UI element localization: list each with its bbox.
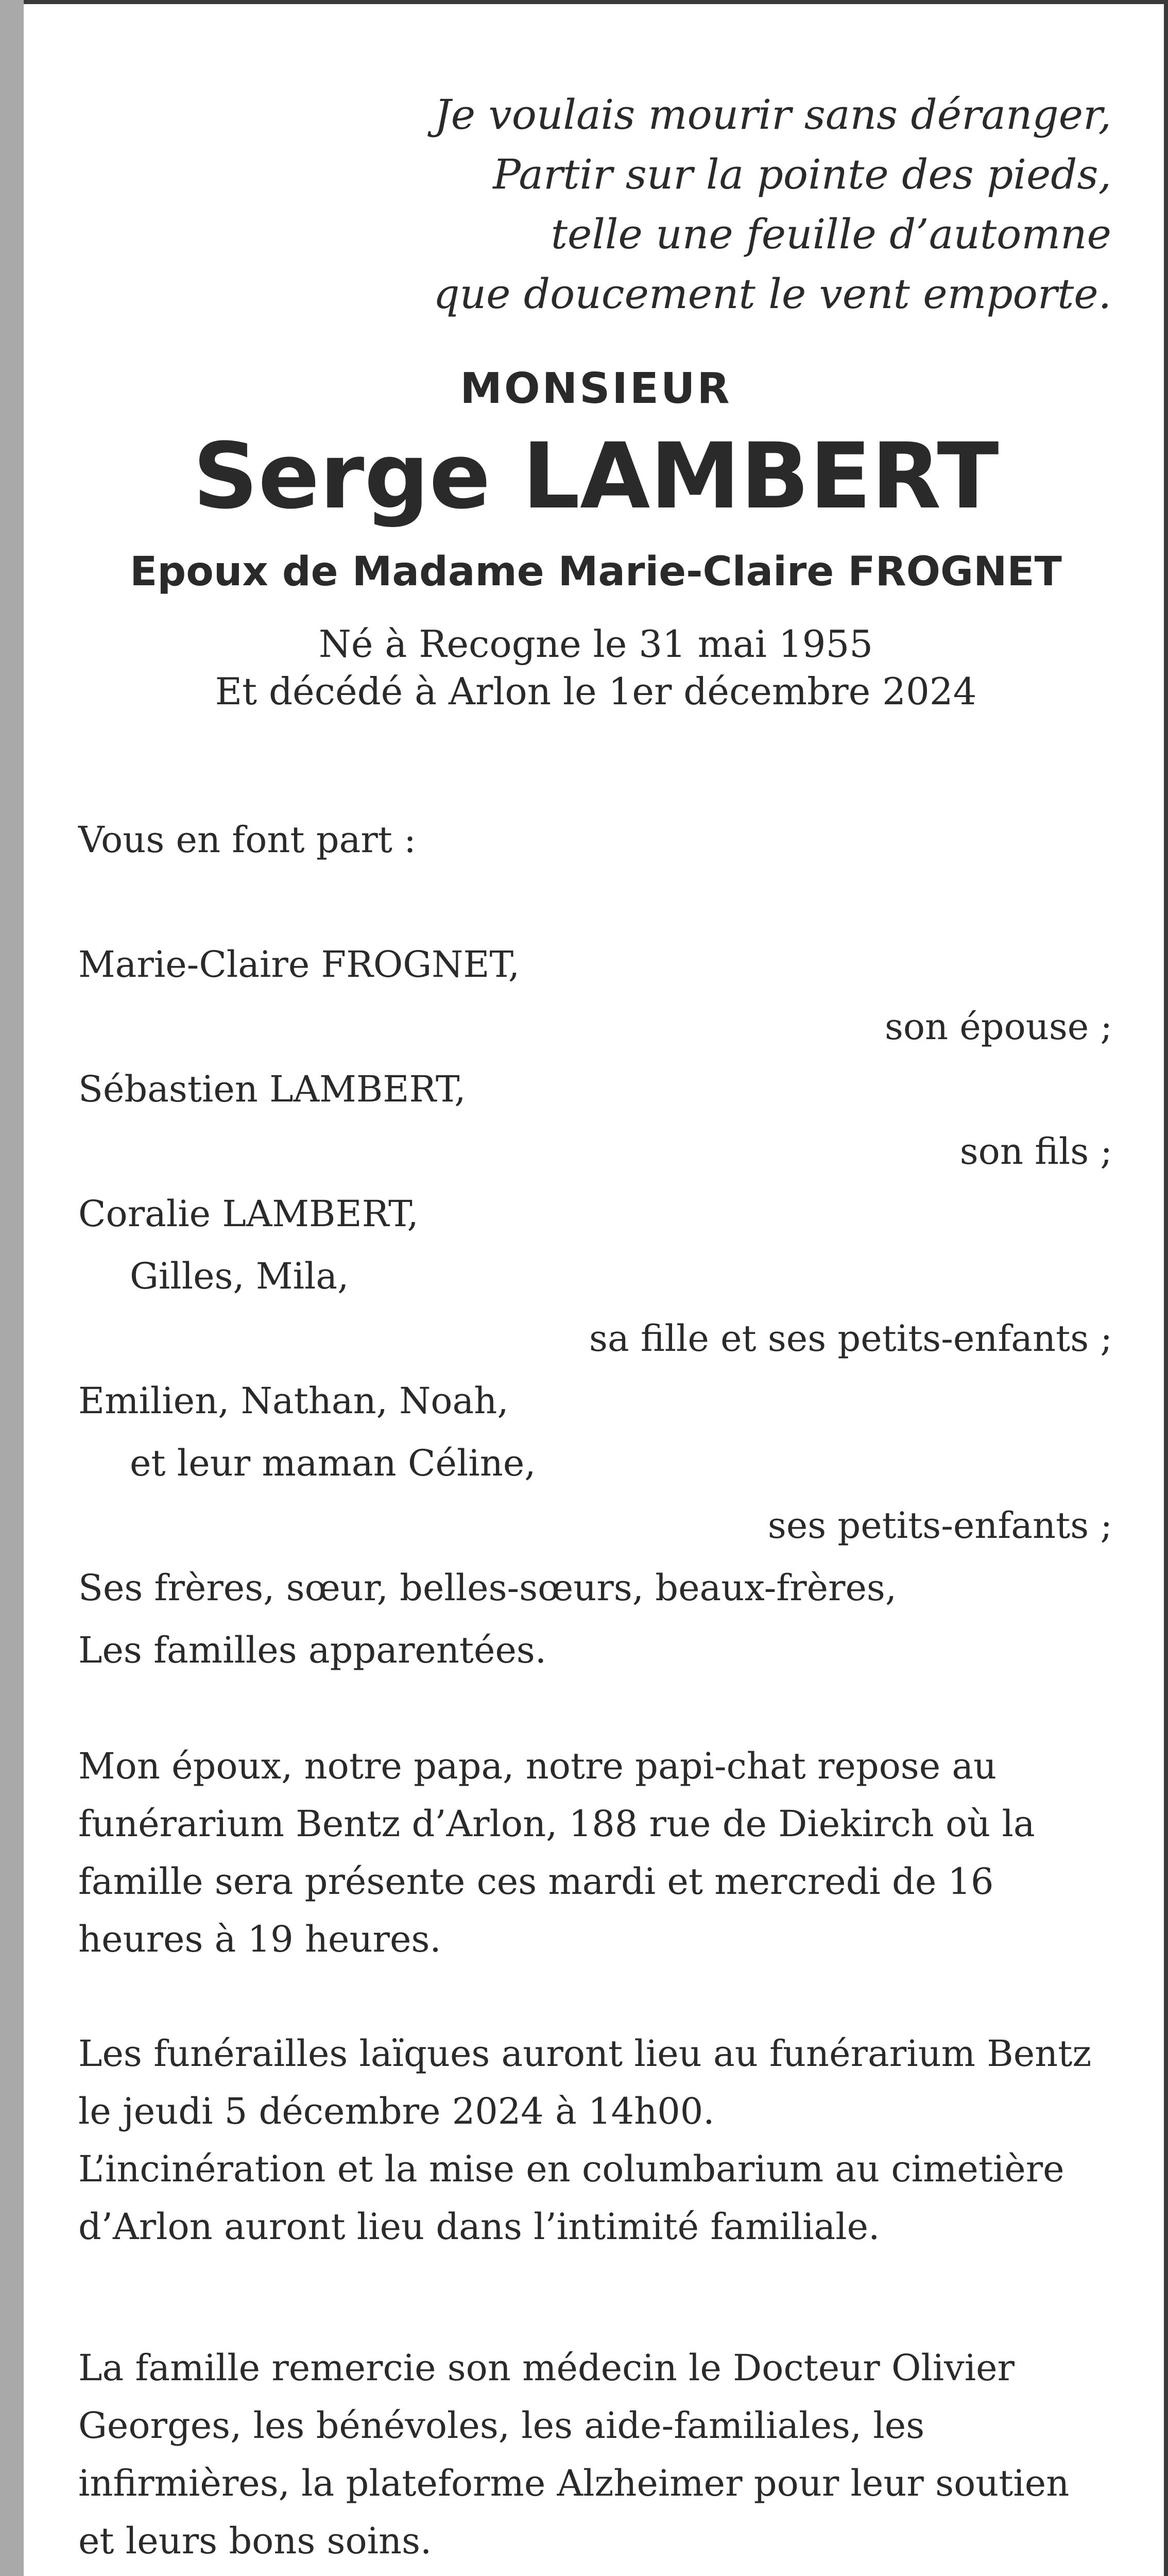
frame-border-top: [24, 0, 1168, 4]
poem-line: telle une feuille d’automne: [551, 210, 1111, 258]
funeral-paragraph: [78, 2025, 1112, 2256]
poem-line: Partir sur la pointe des pieds,: [493, 150, 1111, 198]
cremation-text: L’incinération et la mise en columbarium au cimetière d’Arlon auront lieu dans l’intimité familiale.: [78, 2148, 1064, 2248]
family-member-name: Emilien, Nathan, Noah,: [78, 1380, 509, 1422]
extended-family-line: Les familles apparentées.: [78, 1629, 547, 1671]
family-member-sub: Gilles, Mila,: [130, 1255, 349, 1297]
family-member-name: Marie-Claire FROGNET,: [78, 943, 520, 986]
intro-line: Vous en font part :: [78, 819, 416, 861]
civility: MONSIEUR: [460, 364, 732, 413]
thanks-paragraph: La famille remercie son médecin le Docteur Olivier Georges, les bénévoles, les aide-familiales, les infirmières, la plateforme Alzheimer pour leur soutien et leurs bons soins.: [78, 2347, 1070, 2562]
left-margin-bar: [0, 0, 24, 2576]
family-member-relation: sa fille et ses petits-enfants ;: [589, 1317, 1112, 1360]
poem-line: Je voulais mourir sans déranger,: [434, 91, 1111, 139]
death-line: Et décédé à Arlon le 1er décembre 2024: [215, 670, 977, 713]
spouse-line: Epoux de Madame Marie-Claire FROGNET: [130, 549, 1062, 595]
family-member-relation: son épouse ;: [884, 1006, 1112, 1048]
rest-paragraph: Mon époux, notre papa, notre papi-chat repose au funérarium Bentz d’Arlon, 188 rue de Diekirch où la famille sera présente ces mardi et mercredi de 16 heures à 19 heures.: [78, 1745, 1035, 1960]
family-member-relation: ses petits-enfants ;: [767, 1504, 1112, 1547]
extended-family-line: Ses frères, sœur, belles-sœurs, beaux-frères,: [78, 1567, 897, 1609]
funeral-text: Les funérailles laïques auront lieu au funérarium Bentz le jeudi 5 décembre 2024 à 14h00.: [78, 2032, 1092, 2132]
family-member-name: Coralie LAMBERT,: [78, 1193, 419, 1235]
poem: [433, 85, 1111, 324]
family-announcement: [78, 809, 1112, 1682]
family-member-name: Sébastien LAMBERT,: [78, 1068, 466, 1110]
birth-line: Né à Recogne le 31 mai 1955: [318, 622, 873, 666]
deceased-name: Serge LAMBERT: [193, 423, 999, 529]
family-member-relation: son fils ;: [959, 1130, 1112, 1173]
spacer: [78, 871, 1112, 934]
family-member-sub: et leur maman Céline,: [130, 1442, 536, 1484]
poem-line: que doucement le vent emporte.: [433, 270, 1111, 318]
